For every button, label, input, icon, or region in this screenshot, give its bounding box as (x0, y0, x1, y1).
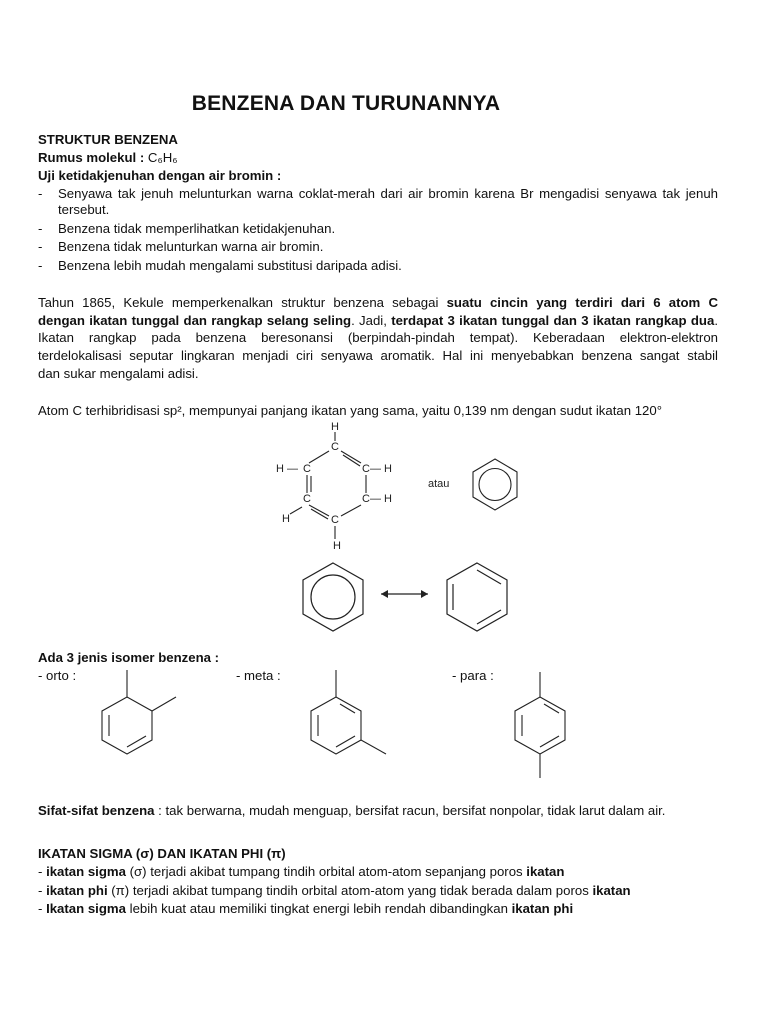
formula-value: C₆H₆ (147, 150, 178, 165)
svg-text:H: H (333, 540, 341, 552)
test-heading: Uji ketidakjenuhan dengan air bromin : (38, 168, 282, 183)
svg-text:C: C (331, 441, 339, 453)
isomer-heading: Ada 3 jenis isomer benzena : (38, 650, 220, 665)
svg-text:atau: atau (428, 478, 450, 490)
paragraph-line: Tahun 1865, Kekule memperkenalkan struktur benzena sebagai suatu cincin yang terdiri dari 6 atom C (38, 295, 718, 310)
svg-text:C: C (303, 493, 311, 505)
meta-structure (311, 670, 386, 754)
ikatan-row: - ikatan phi (π) terjadi akibat tumpang tindih orbital atom-atom yang tidak berada dalam poros ikatan (38, 883, 631, 898)
svg-text:H: H (282, 513, 290, 525)
bullet-text: Benzena tidak melunturkan warna air bromin. (58, 239, 324, 254)
kekule-structure (276, 421, 449, 552)
ikatan-heading: IKATAN SIGMA (σ) DAN IKATAN PHI (π) (38, 846, 286, 861)
paragraph-line: dengan ikatan tunggal dan rangkap selang seling. Jadi, terdapat 3 ikatan tunggal dan 3 ikatan rangkap dua. (38, 313, 718, 328)
svg-text:C: C (331, 514, 339, 526)
svg-text:H: H (331, 421, 339, 433)
struktur-heading: STRUKTUR BENZENA (38, 132, 178, 147)
ikatan-row: - ikatan sigma (σ) terjadi akibat tumpang tindih orbital atom-atom sepanjang poros ikatan (38, 864, 565, 879)
svg-text:— H: — H (370, 463, 392, 475)
sifat-line: Sifat-sifat benzena : tak berwarna, mudah menguap, bersifat racun, bersifat nonpolar, tidak larut dalam air. (38, 803, 666, 818)
orto-label: - orto : (38, 668, 77, 683)
paragraph-line: Ikatan rangkap pada benzena beresonansi (berpindah-pindah tempat). Keberadaan elektron-elektron (38, 330, 718, 345)
svg-text:C: C (303, 463, 311, 475)
paragraph-line: dan sukar mengalami adisi. (38, 366, 199, 381)
bullet-text: Benzena lebih mudah mengalami substitusi daripada adisi. (58, 258, 402, 273)
ikatan-row: - Ikatan sigma lebih kuat atau memiliki tingkat energi lebih rendah dibandingkan ikatan phi (38, 901, 574, 916)
svg-text:C: C (362, 493, 370, 505)
bullet-text: Benzena tidak memperlihatkan ketidakjenuhan. (58, 221, 336, 236)
para-label: - para : (452, 668, 494, 683)
svg-text:C: C (362, 463, 370, 475)
orto-structure (102, 670, 176, 754)
svg-text:— H: — H (370, 493, 392, 505)
meta-label: - meta : (236, 668, 281, 683)
hybrid-text: Atom C terhibridisasi sp², mempunyai panjang ikatan yang sama, yaitu 0,139 nm dengan sudut ikatan 120° (38, 403, 662, 418)
svg-text:H —: H — (276, 463, 298, 475)
bullet-item: - Senyawa tak jenuh melunturkan warna coklat-merah dari air bromin karena Br mengadisi senyawa tak jenuh tersebut. (38, 186, 718, 217)
paragraph-line: terdelokalisasi seputar lingkaran menjadi ciri senyawa aromatik. Hal ini menyebabkan benzena sangat stabil (38, 348, 718, 363)
formula-label: Rumus molekul : (38, 150, 145, 165)
para-structure (515, 672, 565, 778)
page-title: BENZENA DAN TURUNANNYA (191, 92, 501, 115)
bullet-text: Senyawa tak jenuh melunturkan warna coklat-merah dari air bromin karena Br mengadisi senyawa tak jenuh tersebut. (58, 186, 718, 217)
